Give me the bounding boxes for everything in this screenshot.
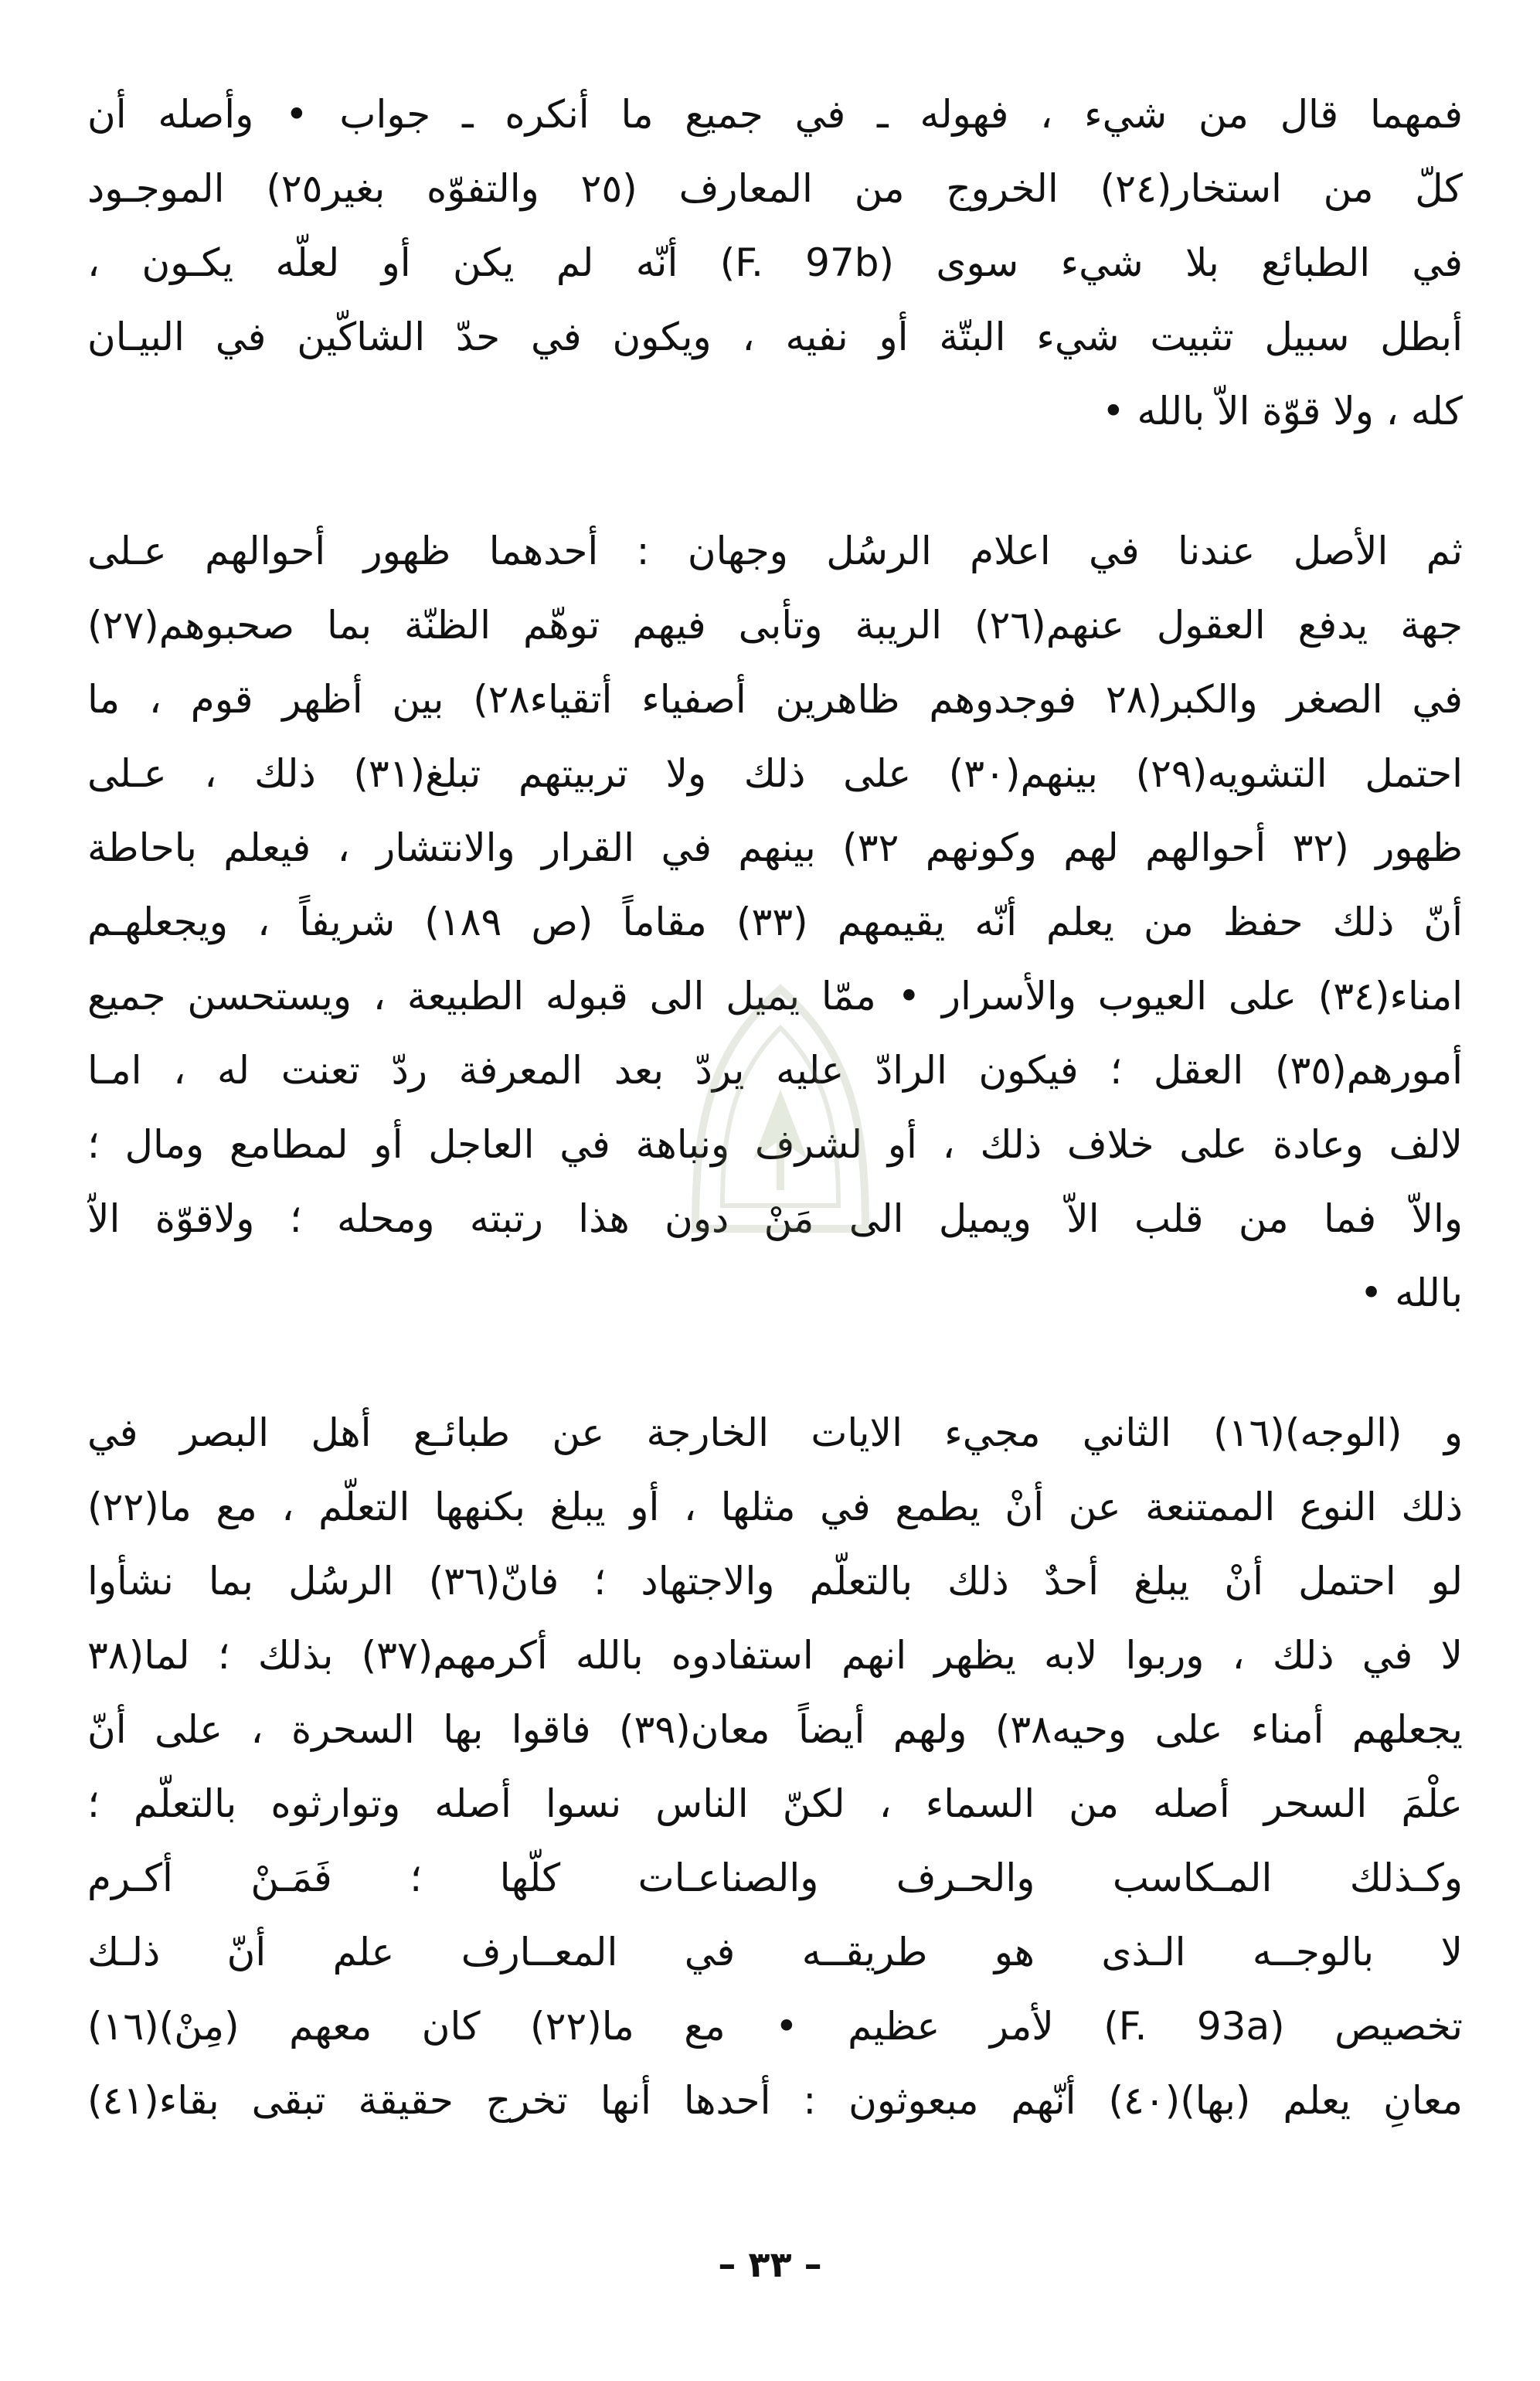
paragraph-spacer: [87, 448, 1463, 514]
text-line: لا في ذلك ، وربوا لابه يظهر انهم استفادوه بالله أكرمهم(٣٧) بذلك ؛ لما(٣٨: [87, 1633, 1463, 1678]
text-line: ذلك النوع الممتنعة عن أنْ يطمع في مثلها ، أو يبلغ بكنهها التعلّم ، مع ما(٢٢): [87, 1485, 1463, 1529]
text-line: أبطل سبيل تثبيت شيء البتّة أو نفيه ، ويكون في حدّ الشاكّين في البيـان: [87, 315, 1463, 359]
text-line: لالف وعادة على خلاف ذلك ، أو لشرف ونباهة في العاجل أو لمطامع ومال ؛: [87, 1122, 1463, 1167]
text-line: فمهما قال من شيء ، فهوله ـ في جميع ما أنكره ـ جواب • وأصله أن: [87, 92, 1463, 137]
text-line: يجعلهم أمناء على وحيه٣٨) ولهم أيضاً معان(٣٩) فاقوا بها السحرة ، على أنّ: [87, 1707, 1463, 1752]
text-line: أمورهم(٣٥) العقل ؛ فيكون الرادّ عليه يردّ بعد المعرفة ردّ تعنت له ، امـا: [87, 1048, 1463, 1093]
text-line: جهة يدفع العقول عنهم(٢٦) الريبة وتأبى فيهم توهّم الظنّة بما صحبوهم(٢٧): [87, 603, 1463, 648]
text-line: في الصغر والكبر(٢٨ فوجدوهم ظاهرين أصفياء أتقياء٢٨) بين أظهر قوم ، ما: [87, 677, 1463, 722]
text-line: معانِ يعلم (بها)(٤٠) أنّهم مبعوثون : أحدها أنها تخرج حقيقة تبقى بقاء(٤١): [87, 2078, 1463, 2123]
library-watermark-icon: [680, 981, 881, 1236]
text-line: وكـذلك المـكاسب والحـرف والصناعـات كلّها ؛ فَمَـنْ أكـرم: [87, 1855, 1463, 1900]
paragraph-1: [87, 77, 1463, 448]
text-line: امناء(٣٤) على العيوب والأسرار • ممّا يميل الى قبوله الطبيعة ، ويستحسن جميع: [87, 974, 1463, 1019]
text-line: لو احتمل أنْ يبلغ أحدٌ ذلك بالتعلّم والاجتهاد ؛ فانّ(٣٦) الرسُل بما نشأوا: [87, 1559, 1463, 1604]
paragraph-spacer: [87, 1330, 1463, 1396]
text-line: كلّ من استخار(٢٤) الخروج من المعارف (٢٥ والتفوّه بغير٢٥) الموجـود: [87, 166, 1463, 211]
text-line: ظهور (٣٢ أحوالهم لهم وكونهم ٣٢) بينهم في القرار والانتشار ، فيعلم باحاطة: [87, 825, 1463, 870]
text-line: أنّ ذلك حفظ من يعلم أنّه يقيمهم (٣٣) مقاماً (ص ١٨٩) شريفاً ، ويجعلهـم: [87, 900, 1463, 944]
text-line: بالله •: [1359, 1270, 1463, 1315]
text-line: تخصيص (F. 93a) لأمر عظيم • مع ما(٢٢) كان معهم (مِنْ)(١٦): [87, 2004, 1463, 2049]
text-line: كله ، ولا قوّة الاّ بالله •: [1102, 389, 1463, 434]
text-line: و (الوجه)(١٦) الثاني مجيء الايات الخارجة عن طبائـع أهل البصر في: [87, 1410, 1463, 1455]
text-line: احتمل التشويه(٢٩) بينهم(٣٠) على ذلك ولا تربيتهم تبلغ(٣١) ذلك ، عـلى: [87, 751, 1463, 796]
text-line: ثم الأصل عندنا في اعلام الرسُل وجهان : أحدهما ظهور أحوالهم عـلى: [87, 529, 1463, 573]
text-line: في الطبائع بلا شيء سوى (F. 97b) أنّه لم يكن أو لعلّه يكـون ،: [87, 240, 1463, 285]
text-line: والاّ فما من قلب الاّ ويميل الى مَنْ دون هذا رتبته ومحله ؛ ولاقوّة الاّ: [87, 1196, 1463, 1241]
text-line: علْمَ السحر أصله من السماء ، لكنّ الناس نسوا أصله وتوارثوه بالتعلّم ؛: [87, 1781, 1463, 1826]
text-line: لا بالوجــه الـذى هو طريقــه في المعــارف علم أنّ ذلـك: [87, 1930, 1463, 1975]
paragraph-3: [87, 1396, 1463, 2138]
page-number: – ٣٣ –: [718, 2243, 822, 2285]
